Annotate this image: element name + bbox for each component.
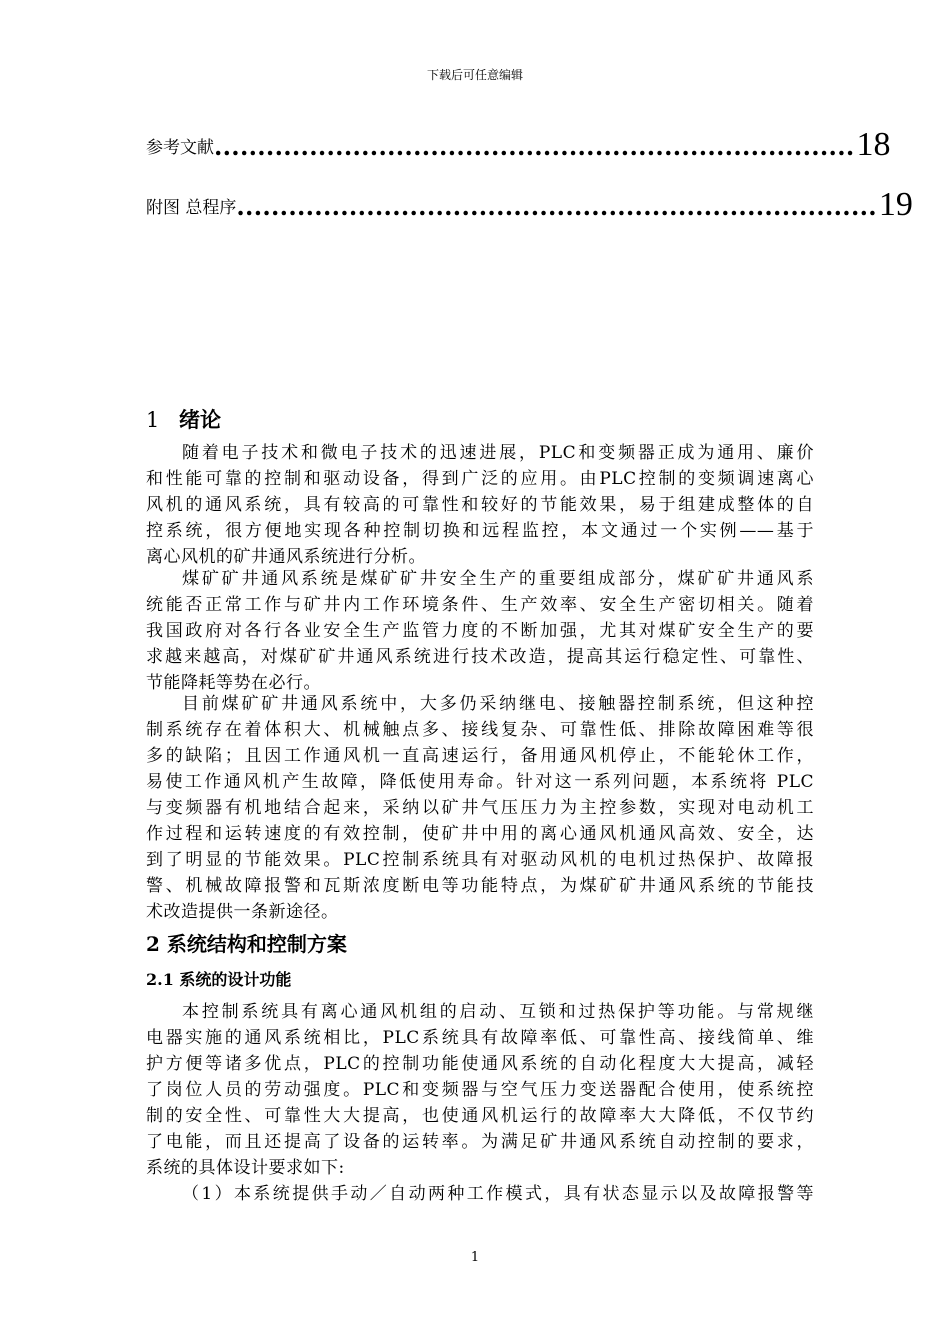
text-line: 目前煤矿矿井通风系统中，大多仍采纳继电、接触器控制系统，但这种控 (182, 694, 814, 714)
toc-leader-dots: .......................................................................... (214, 132, 855, 161)
text-line: 随着电子技术和微电子技术的迅速进展，PLC和变频器正成为通用、廉价 (182, 443, 814, 463)
text-line: 控系统，很方便地实现各种控制切换和远程监控，本文通过一个实例——基于 (146, 521, 814, 541)
section-title: 绪论 (179, 407, 221, 432)
text-line: 系统的具体设计要求如下: (146, 1158, 345, 1178)
text-line: 求越来越高，对煤矿矿井通风系统进行技术改造，提高其运行稳定性、可靠性、 (146, 647, 814, 667)
toc-entry-appendix-program[interactable] (146, 186, 913, 223)
section-number: 1 (146, 408, 160, 432)
section-1-paragraph-3 (146, 691, 814, 925)
text-line: 电器实施的通风系统相比，PLC系统具有故障率低、可靠性高、接线简单、维 (146, 1028, 814, 1048)
text-line: 警、机械故障报警和瓦斯浓度断电等功能特点，为煤矿矿井通风系统的节能技 (146, 876, 814, 896)
text-line: 制系统存在着体积大、机械触点多、接线复杂、可靠性低、排除故障困难等很 (146, 720, 814, 740)
text-line: 节能降耗等势在必行。 (146, 673, 321, 693)
text-line: 统能否正常工作与矿井内工作环境条件、生产效率、安全生产密切相关。随着 (146, 595, 814, 615)
text-line: 和性能可靠的控制和驱动设备，得到广泛的应用。由PLC控制的变频调速离心 (146, 469, 814, 489)
text-line: 制的安全性、可靠性大大提高，也使通风机运行的故障率大大降低，不仅节约 (146, 1106, 814, 1126)
page-number: 1 (470, 1250, 480, 1265)
section-1-heading (146, 404, 221, 434)
text-line: 本控制系统具有离心通风机组的启动、互锁和过热保护等功能。与常规继 (182, 1002, 814, 1022)
text-line: 护方便等诸多优点，PLC的控制功能使通风系统的自动化程度大大提高，减轻 (146, 1054, 814, 1074)
text-line: 了电能，而且还提高了设备的运转率。为满足矿井通风系统自动控制的要求， (146, 1132, 814, 1152)
text-line: 我国政府对各行各业安全生产监管力度的不断加强，尤其对煤矿安全生产的要 (146, 621, 814, 641)
text-line: 风机的通风系统，具有较高的可靠性和较好的节能效果，易于组建成整体的自 (146, 495, 814, 515)
toc-page-number: 19 (878, 186, 913, 223)
text-line: 离心风机的矿井通风系统进行分析。 (146, 547, 426, 567)
section-1-paragraph-1 (146, 440, 814, 570)
text-line: 易使工作通风机产生故障，降低使用寿命。针对这一系列问题，本系统将 PLC (146, 772, 814, 792)
section-2-heading: 2 系统结构和控制方案 (146, 932, 347, 956)
section-1-paragraph-2 (146, 566, 814, 696)
section-2-1-paragraph (146, 999, 814, 1207)
text-line: 煤矿矿井通风系统是煤矿矿井安全生产的重要组成部分，煤矿矿井通风系 (182, 569, 814, 589)
text-line: 与变频器有机地结合起来，采纳以矿井气压压力为主控参数，实现对电动机工 (146, 798, 814, 818)
toc-entry-references[interactable] (146, 126, 891, 163)
text-line: 多的缺陷；且因工作通风机一直高速运行，备用通风机停止，不能轮休工作， (146, 746, 814, 766)
text-line: 作过程和运转速度的有效控制，使矿井中用的离心通风机通风高效、安全，达 (146, 824, 814, 844)
section-2-1-heading: 2.1 系统的设计功能 (146, 970, 292, 989)
text-line: 到了明显的节能效果。PLC控制系统具有对驱动风机的电机过热保护、故障报 (146, 850, 814, 870)
toc-label: 附图 总程序 (146, 198, 237, 218)
toc-leader-dots: .......................................................................... (236, 192, 877, 221)
text-line: 了岗位人员的劳动强度。PLC和变频器与空气压力变送器配合使用，使系统控 (146, 1080, 814, 1100)
toc-page-number: 18 (856, 126, 891, 163)
page-header: 下载后可任意编辑 (426, 68, 523, 82)
toc-label: 参考文献 (146, 138, 214, 158)
text-line: 术改造提供一条新途径。 (146, 902, 339, 922)
list-item: （1）本系统提供手动／自动两种工作模式，具有状态显示以及故障报警等 (182, 1184, 814, 1204)
